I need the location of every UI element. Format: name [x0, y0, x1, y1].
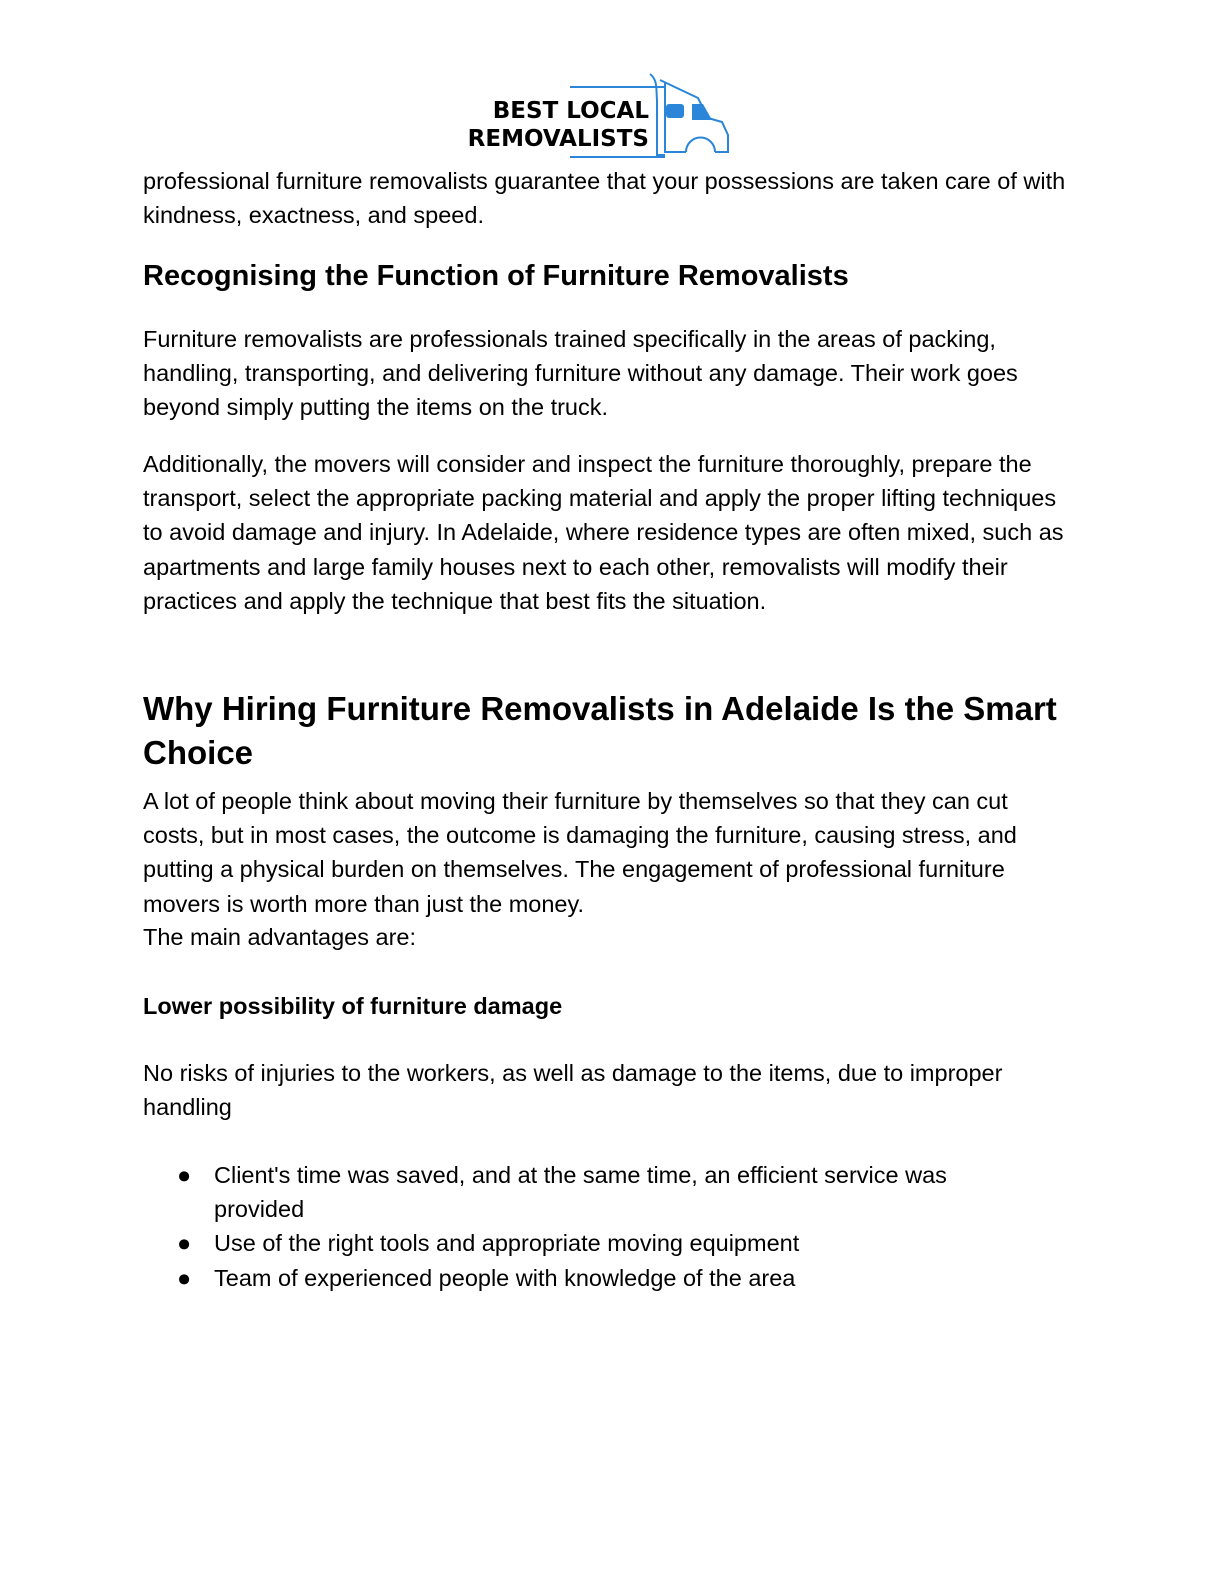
company-logo	[460, 70, 760, 165]
bullet-icon: ●	[177, 1230, 192, 1257]
section-heading-recognising: Recognising the Function of Furniture Removalists	[143, 260, 849, 292]
intro-paragraph: professional furniture removalists guarantee that your possessions are taken care of with kindness, exactness, and speed.	[143, 168, 1066, 229]
section-heading-why: Why Hiring Furniture Removalists in Adelaide Is the Smart Choice	[143, 690, 1057, 771]
list-item	[143, 1158, 1043, 1226]
additionally-paragraph: Additionally, the movers will consider and inspect the furniture thoroughly, prepare the transport, select the appropriate packing material and apply the proper lifting techniques to avoid damage and injury. In Adelaide, where residence types are often mixed, such as apartments and large family houses next to each other, removalists will modify their practices and apply the technique that best fits the situation.	[143, 451, 1064, 614]
subheading-lower-damage: Lower possibility of furniture damage	[143, 993, 563, 1019]
main-advantages-label: The main advantages are:	[143, 924, 417, 950]
truck-icon	[460, 70, 760, 165]
lot-paragraph: A lot of people think about moving their furniture by themselves so that they can cut costs, but in most cases, the outcome is damaging the furniture, causing stress, and putting a physical burden on themselves. The engagement of professional furniture movers is worth more than just the money.	[143, 788, 1017, 917]
list-item-text: Client's time was saved, and at the same time, an efficient service was provided	[214, 1162, 947, 1223]
role-paragraph: Furniture removalists are professionals trained specifically in the areas of packing, handling, transporting, and delivering furniture without any damage. Their work goes beyond simply putting the items on the truck.	[143, 326, 1018, 421]
advantages-list	[143, 1158, 1043, 1295]
list-item	[143, 1261, 1043, 1295]
bullet-icon: ●	[177, 1162, 192, 1188]
list-item-text: Team of experienced people with knowledge of the area	[214, 1264, 796, 1291]
list-item-text: Use of the right tools and appropriate moving equipment	[214, 1230, 800, 1257]
svg-text:BEST LOCAL: BEST LOCAL	[492, 98, 649, 124]
list-item	[143, 1226, 1043, 1260]
no-risk-paragraph: No risks of injuries to the workers, as well as damage to the items, due to improper handling	[143, 1060, 1003, 1121]
svg-text:REMOVALISTS: REMOVALISTS	[467, 126, 649, 152]
bullet-icon: ●	[177, 1264, 192, 1291]
